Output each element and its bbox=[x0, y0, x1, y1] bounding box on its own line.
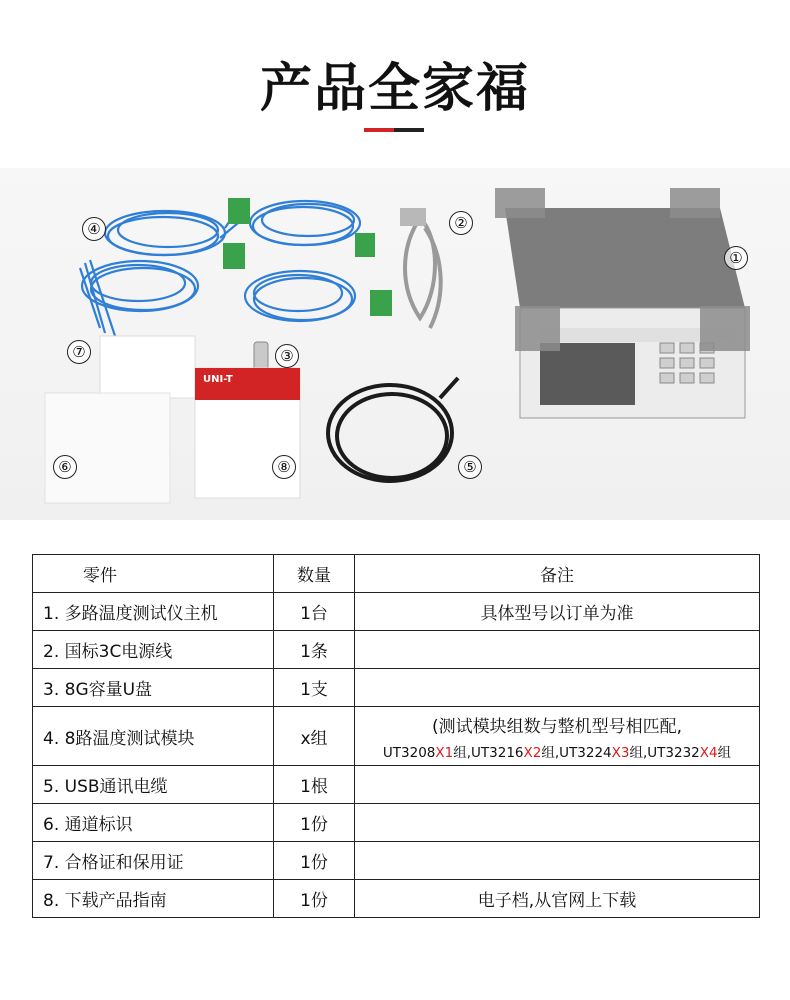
title-underline-red bbox=[364, 128, 394, 132]
part-qty: 1支 bbox=[274, 669, 355, 707]
model-name: UT3216 bbox=[471, 744, 524, 761]
header-qty: 数量 bbox=[274, 555, 355, 593]
model-multiplier: X3 bbox=[611, 744, 630, 761]
table-row bbox=[33, 631, 760, 669]
part-note bbox=[355, 842, 760, 880]
header-note: 备注 bbox=[355, 555, 760, 593]
power-cord bbox=[400, 208, 441, 328]
part-name: 8. 下载产品指南 bbox=[33, 880, 274, 918]
part-qty: 1份 bbox=[274, 880, 355, 918]
callout-5: ⑤ bbox=[458, 455, 482, 479]
model-name: UT3224 bbox=[559, 744, 612, 761]
table-row bbox=[33, 880, 760, 918]
model-unit: 组, bbox=[453, 744, 472, 761]
note-line-2 bbox=[365, 741, 749, 761]
model-unit: 组 bbox=[717, 744, 732, 761]
brand-label: UNI-T bbox=[203, 374, 233, 385]
usb-cable bbox=[328, 378, 458, 481]
model-unit: 组, bbox=[541, 744, 560, 761]
product-family-photo bbox=[0, 168, 790, 520]
parts-table bbox=[32, 554, 760, 918]
product-illustration bbox=[0, 168, 790, 520]
part-name: 4. 8路温度测试模块 bbox=[33, 707, 274, 766]
callout-2: ② bbox=[449, 211, 473, 235]
part-qty: 1份 bbox=[274, 804, 355, 842]
part-name: 2. 国标3C电源线 bbox=[33, 631, 274, 669]
part-qty: 1台 bbox=[274, 593, 355, 631]
part-qty: 1根 bbox=[274, 766, 355, 804]
callout-6: ⑥ bbox=[53, 455, 77, 479]
model-unit: 组, bbox=[629, 744, 648, 761]
table-row bbox=[33, 669, 760, 707]
table-header-row bbox=[33, 555, 760, 593]
model-name: UT3232 bbox=[647, 744, 700, 761]
part-note bbox=[355, 669, 760, 707]
table-row bbox=[33, 842, 760, 880]
model-multiplier: X4 bbox=[699, 744, 718, 761]
part-name: 7. 合格证和保用证 bbox=[33, 842, 274, 880]
instrument-illustration bbox=[495, 188, 750, 418]
page-title: 产品全家福 bbox=[259, 59, 530, 119]
callout-7: ⑦ bbox=[67, 340, 91, 364]
model-name: UT3208 bbox=[382, 744, 436, 761]
part-name: 3. 8G容量U盘 bbox=[33, 669, 274, 707]
temperature-module-cables bbox=[80, 201, 360, 336]
part-note: 电子档,从官网上下载 bbox=[355, 880, 760, 918]
part-note bbox=[355, 804, 760, 842]
part-note bbox=[355, 631, 760, 669]
model-multiplier: X1 bbox=[435, 744, 454, 761]
table-row bbox=[33, 766, 760, 804]
model-multiplier: X2 bbox=[523, 744, 542, 761]
certificate-card bbox=[100, 336, 195, 398]
part-name: 5. USB通讯电缆 bbox=[33, 766, 274, 804]
table-row bbox=[33, 707, 760, 766]
table-row bbox=[33, 593, 760, 631]
part-qty: x组 bbox=[274, 707, 355, 766]
title-underline-dark bbox=[394, 128, 424, 132]
part-name: 1. 多路温度测试仪主机 bbox=[33, 593, 274, 631]
note-line-1: (测试模块组数与整机型号相匹配, bbox=[431, 716, 683, 737]
part-qty: 1份 bbox=[274, 842, 355, 880]
green-connectors bbox=[223, 198, 392, 316]
table-row bbox=[33, 804, 760, 842]
callout-8: ⑧ bbox=[272, 455, 296, 479]
part-note bbox=[355, 766, 760, 804]
part-name: 6. 通道标识 bbox=[33, 804, 274, 842]
part-note bbox=[355, 707, 760, 766]
channel-label-sheet bbox=[45, 393, 170, 503]
callout-4: ④ bbox=[82, 217, 106, 241]
part-qty: 1条 bbox=[274, 631, 355, 669]
header-part: 零件 bbox=[33, 555, 274, 593]
callout-1: ① bbox=[724, 246, 748, 270]
callout-3: ③ bbox=[275, 344, 299, 368]
part-note: 具体型号以订单为准 bbox=[355, 593, 760, 631]
